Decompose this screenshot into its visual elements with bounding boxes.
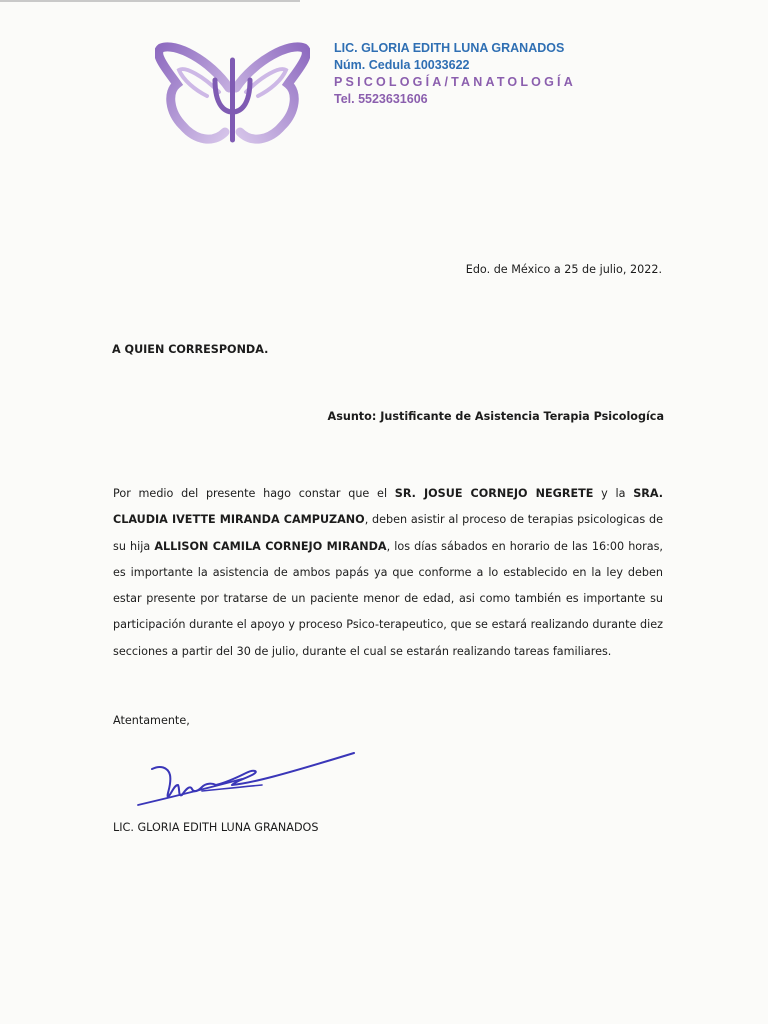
letter-date: Edo. de México a 25 de julio, 2022. <box>465 263 662 276</box>
butterfly-logo-icon <box>155 40 310 150</box>
letter-subject-text: Asunto: Justificante de Asistencia Terapia Psicologíca <box>327 410 664 423</box>
letterhead-cedula: Núm. Cedula 10033622 <box>334 58 470 72</box>
letterhead-name: LIC. GLORIA EDITH LUNA GRANADOS <box>334 41 565 55</box>
letterhead-phone: Tel. 5523631606 <box>334 92 428 106</box>
body-part-1: Por medio del presente hago constar que el <box>113 487 395 500</box>
letter-subject <box>328 410 664 423</box>
signature-icon <box>132 745 372 815</box>
body-part-4: , los días sábados en horario de las 16:00 horas, es importante la asistencia de ambos papás ya que conforme a lo establecido en la ley deben estar presente por tratarse de un paciente menor de edad, asi como también es importante su participación durante el apoyo y proceso Psico-terapeutico, que se estará realizando durante diez secciones a partir del 30 de julio, durante el cual se estarán realizando tareas familiares. <box>113 539 663 658</box>
body-part-2: y la <box>593 487 634 500</box>
body-part-3: , deben asistir al proceso de terapias psicologicas de su hija <box>113 513 663 553</box>
letterhead <box>334 40 576 108</box>
signer-name: LIC. GLORIA EDITH LUNA GRANADOS <box>113 821 319 834</box>
letter-body <box>113 481 663 665</box>
letter-closing: Atentamente, <box>113 714 190 727</box>
body-child-name: ALLISON CAMILA CORNEJO MIRANDA <box>154 539 387 553</box>
body-father-name: SR. JOSUE CORNEJO NEGRETE <box>394 487 594 500</box>
top-edge-rule <box>0 0 300 2</box>
letterhead-specialty: PSICOLOGÍA/TANATOLOGÍA <box>334 75 576 89</box>
letter-recipient: A QUIEN CORRESPONDA. <box>112 343 269 356</box>
body-mother-name: SRA. CLAUDIA IVETTE MIRANDA CAMPUZANO <box>113 487 663 527</box>
